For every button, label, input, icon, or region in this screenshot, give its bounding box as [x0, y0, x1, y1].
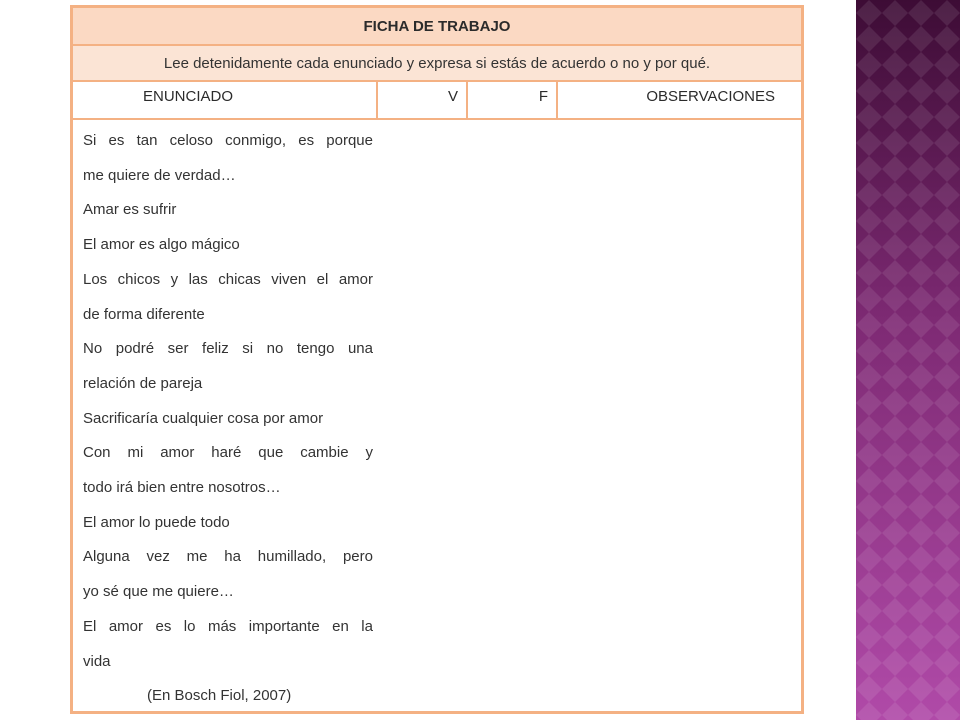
worksheet-instructions: Lee detenidamente cada enunciado y expresa si estás de acuerdo o no y por qué.	[73, 46, 801, 82]
statement-list	[83, 124, 373, 679]
statement-line: Sacrificaría cualquier cosa por amor	[83, 409, 324, 427]
column-header-enunciado: ENUNCIADO	[73, 82, 378, 118]
worksheet-title: FICHA DE TRABAJO	[73, 8, 801, 46]
statement-line: todo irá bien entre nosotros…	[83, 479, 281, 497]
table-header-row	[73, 82, 801, 120]
statement-line: Amar es sufrir	[83, 201, 177, 219]
statement-line: de forma diferente	[83, 305, 205, 323]
decorative-side-panel	[856, 0, 960, 720]
statement-line: El amor es lo más importante en la	[83, 617, 373, 635]
statement-line: yo sé que me quiere…	[83, 583, 234, 601]
column-header-f: F	[468, 82, 558, 118]
worksheet-table	[70, 5, 804, 714]
statement-line: El amor lo puede todo	[83, 513, 230, 531]
column-header-observaciones: OBSERVACIONES	[646, 88, 775, 105]
harlequin-pattern	[856, 0, 960, 720]
statement-line: relación de pareja	[83, 374, 203, 392]
source-citation: (En Bosch Fiol, 2007)	[147, 687, 292, 705]
statement-line: vida	[83, 652, 111, 670]
column-header-v: V	[378, 82, 468, 118]
statement-line: me quiere de verdad…	[83, 166, 236, 184]
statement-line: Los chicos y las chicas viven el amor	[83, 270, 373, 288]
statement-line: Con mi amor haré que cambie y	[83, 444, 373, 462]
statements-area	[73, 120, 801, 714]
statement-line: Si es tan celoso conmigo, es porque	[83, 132, 373, 149]
statement-line: No podré ser feliz si no tengo una	[83, 340, 373, 358]
statement-line: El amor es algo mágico	[83, 236, 240, 254]
statement-line: Alguna vez me ha humillado, pero	[83, 548, 373, 566]
